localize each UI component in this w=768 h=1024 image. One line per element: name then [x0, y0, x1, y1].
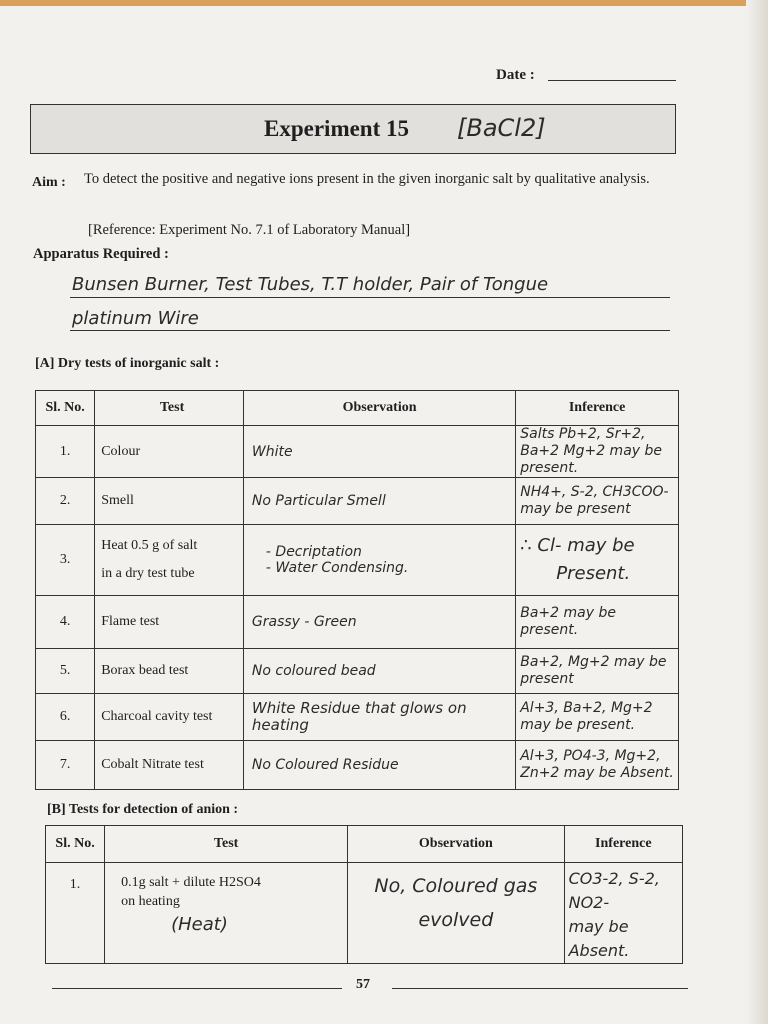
anion-tests-table: [45, 825, 683, 964]
row-test: [105, 863, 348, 964]
section-b-title: [B] Tests for detection of anion :: [47, 802, 239, 817]
apparatus-rule-2: [70, 330, 670, 331]
row-test-line-1: Heat 0.5 g of salt: [101, 538, 198, 553]
row-inference: Ba+2 may be present.: [516, 596, 679, 649]
row-test-line-2: in a dry test tube: [101, 566, 195, 581]
header-observation: Observation: [348, 826, 564, 863]
row-observation-line-1: No, Coloured gas: [374, 875, 538, 897]
experiment-handwritten-note: [BaCl2]: [457, 114, 546, 142]
row-inference: [516, 525, 679, 596]
header-observation: Observation: [243, 391, 515, 426]
page-top-edge: [0, 0, 768, 6]
row-test: Borax bead test: [95, 649, 244, 694]
row-number: 7.: [36, 741, 95, 790]
row-number: 3.: [36, 525, 95, 596]
apparatus-line-2: platinum Wire: [72, 308, 199, 329]
reference-text: [Reference: Experiment No. 7.1 of Laboratory Manual]: [88, 222, 411, 238]
row-inference: NH4+, S-2, CH3COO- may be present: [516, 478, 679, 525]
row-test-line-2: on heating: [121, 894, 180, 909]
row-test-note: (Heat): [171, 914, 228, 935]
row-number: 4.: [36, 596, 95, 649]
row-inference: [564, 863, 682, 964]
experiment-title: Experiment 15: [264, 116, 410, 141]
row-test: [95, 525, 244, 596]
date-label: Date :: [496, 67, 535, 83]
date-blank-line: [548, 80, 676, 81]
footer-rule-right: [392, 988, 688, 989]
row-inference: Ba+2, Mg+2 may be present: [516, 649, 679, 694]
header-sl-no: Sl. No.: [46, 826, 105, 863]
table-row: [36, 694, 679, 741]
row-inference-line-3: Absent.: [568, 941, 630, 960]
header-test: Test: [105, 826, 348, 863]
header-test: Test: [95, 391, 244, 426]
row-observation: No Coloured Residue: [243, 741, 515, 790]
table-header-row: [46, 826, 683, 863]
row-observation: Grassy - Green: [243, 596, 515, 649]
table-header-row: [36, 391, 679, 426]
apparatus-rule-1: [70, 297, 670, 298]
table-row: [36, 478, 679, 525]
page-right-edge: [746, 0, 768, 1024]
dry-tests-table: [35, 390, 679, 790]
table-row: [36, 649, 679, 694]
header-inference: Inference: [564, 826, 682, 863]
row-test: Charcoal cavity test: [95, 694, 244, 741]
row-inference: Al+3, PO4-3, Mg+2, Zn+2 may be Absent.: [516, 741, 679, 790]
table-row: [36, 596, 679, 649]
row-observation: White: [243, 426, 515, 478]
table-row: [46, 863, 683, 964]
row-observation: No Particular Smell: [243, 478, 515, 525]
row-inference: Salts Pb+2, Sr+2, Ba+2 Mg+2 may be present.: [516, 426, 679, 478]
section-a-title: [A] Dry tests of inorganic salt :: [35, 356, 220, 371]
row-inference-line-1: CO3-2, S-2, NO2-: [568, 869, 660, 912]
row-number: 1.: [46, 863, 105, 964]
row-number: 1.: [36, 426, 95, 478]
page-number: 57: [356, 977, 370, 992]
header-inference: Inference: [516, 391, 679, 426]
row-observation-line-2: - Water Condensing.: [265, 560, 409, 576]
row-test: Colour: [95, 426, 244, 478]
row-test: Smell: [95, 478, 244, 525]
table-row: [36, 525, 679, 596]
row-observation: [348, 863, 564, 964]
table-row: [36, 426, 679, 478]
aim-text: To detect the positive and negative ions present in the given inorganic salt by qualitative analysis.: [84, 171, 650, 187]
table-row: [36, 741, 679, 790]
row-inference-line-2: may be: [568, 917, 629, 936]
apparatus-line-1: Bunsen Burner, Test Tubes, T.T holder, Pair of Tongue: [72, 274, 549, 295]
row-number: 6.: [36, 694, 95, 741]
apparatus-label: Apparatus Required :: [33, 246, 169, 262]
row-observation: [243, 525, 515, 596]
aim-label: Aim :: [32, 175, 66, 190]
row-inference: Al+3, Ba+2, Mg+2 may be present.: [516, 694, 679, 741]
row-observation: White Residue that glows on heating: [243, 694, 515, 741]
header-sl-no: Sl. No.: [36, 391, 95, 426]
row-test: Cobalt Nitrate test: [95, 741, 244, 790]
row-observation-line-2: evolved: [418, 909, 494, 931]
row-number: 5.: [36, 649, 95, 694]
row-observation: No coloured bead: [243, 649, 515, 694]
row-test: Flame test: [95, 596, 244, 649]
row-inference-line-1: ∴ Cl- may be: [520, 535, 635, 556]
row-test-line-1: 0.1g salt + dilute H2SO4: [121, 875, 261, 890]
row-number: 2.: [36, 478, 95, 525]
row-inference-line-2: Present.: [556, 563, 631, 584]
footer-rule-left: [52, 988, 342, 989]
row-observation-line-1: - Decriptation: [265, 544, 362, 560]
